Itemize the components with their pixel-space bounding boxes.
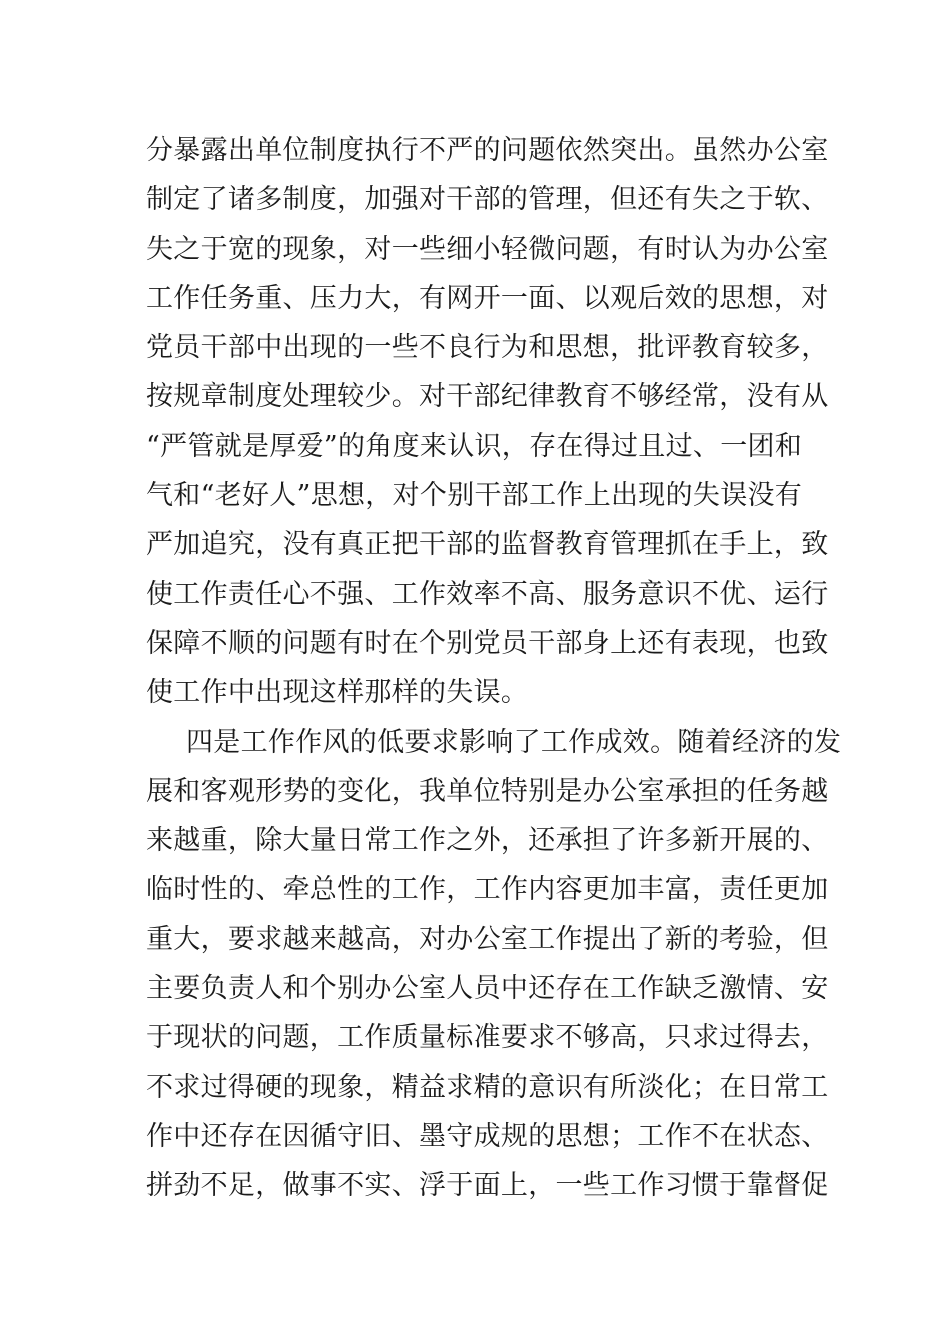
text-line: 失之于宽的现象，对一些细小轻微问题，有时认为办公室	[146, 233, 829, 265]
text-line: 按规章制度处理较少。对干部纪律教育不够经常，没有从	[146, 381, 829, 413]
text-line: 党员干部中出现的一些不良行为和思想，批评教育较多，	[146, 332, 829, 364]
text-line: 不求过得硬的现象，精益求精的意识有所淡化；在日常工	[146, 1071, 829, 1103]
text-line: 作中还存在因循守旧、墨守成规的思想；工作不在状态、	[146, 1120, 829, 1152]
text-line: 临时性的、牵总性的工作，工作内容更加丰富，责任更加	[146, 874, 829, 906]
paragraph-start-line: 四是工作作风的低要求影响了工作成效。随着经济的发	[186, 726, 842, 758]
text-line: 气和“老好人”思想，对个别干部工作上出现的失误没有	[146, 480, 803, 512]
text-line: 使工作责任心不强、工作效率不高、服务意识不优、运行	[146, 578, 829, 610]
text-line: “严管就是厚爱”的角度来认识，存在得过且过、一团和	[146, 430, 803, 462]
text-line: 使工作中出现这样那样的失误。	[146, 677, 529, 709]
text-line: 分暴露出单位制度执行不严的问题依然突出。虽然办公室	[146, 135, 829, 166]
text-line: 展和客观形势的变化，我单位特别是办公室承担的任务越	[146, 775, 829, 807]
body-text	[146, 126, 842, 1211]
text-line: 保障不顺的问题有时在个别党员干部身上还有表现，也致	[146, 627, 829, 659]
text-line: 制定了诸多制度，加强对干部的管理，但还有失之于软、	[146, 184, 829, 216]
text-line: 于现状的问题，工作质量标准要求不够高，只求过得去，	[146, 1022, 829, 1054]
text-line: 来越重，除大量日常工作之外，还承担了许多新开展的、	[146, 825, 829, 857]
text-line: 严加追究，没有真正把干部的监督教育管理抓在手上，致	[146, 529, 829, 561]
text-line: 拼劲不足，做事不实、浮于面上，一些工作习惯于靠督促	[146, 1170, 829, 1202]
text-line: 主要负责人和个别办公室人员中还存在工作缺乏激情、安	[146, 973, 829, 1005]
text-line: 重大，要求越来越高，对办公室工作提出了新的考验，但	[146, 923, 829, 955]
text-line: 工作任务重、压力大，有网开一面、以观后效的思想，对	[146, 282, 829, 314]
